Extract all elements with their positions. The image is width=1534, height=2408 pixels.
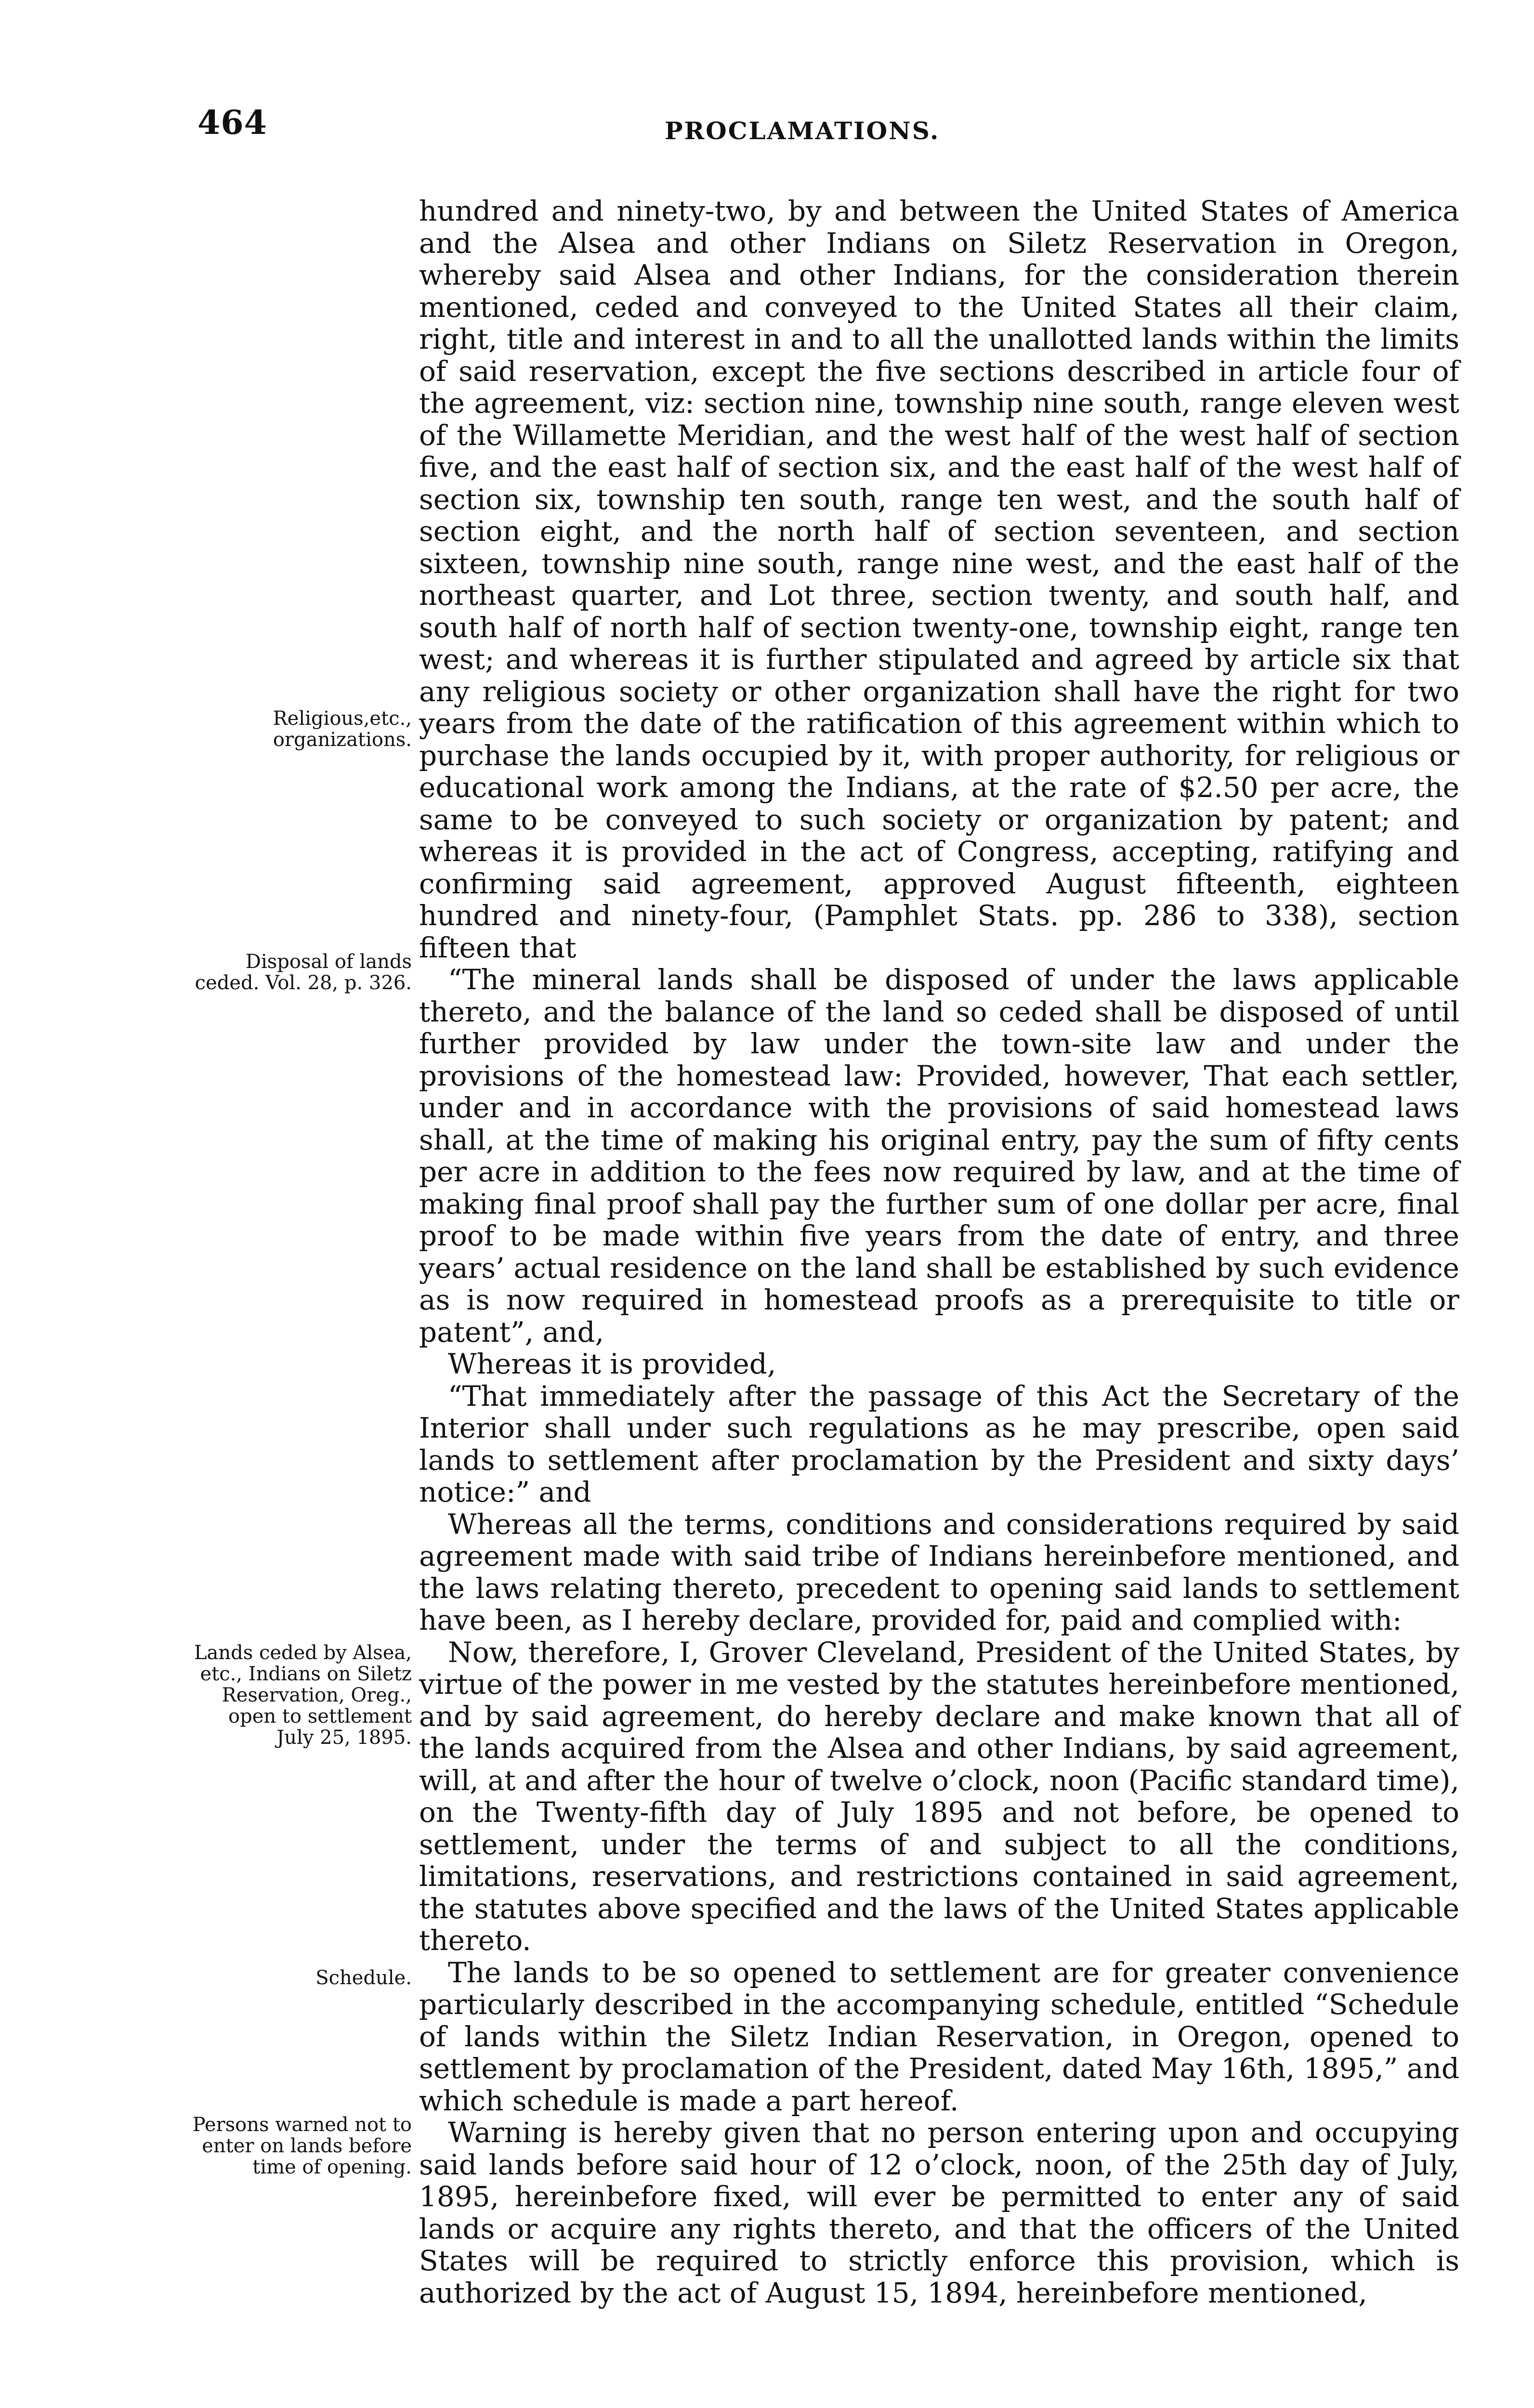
running-head: PROCLAMATIONS. xyxy=(665,117,940,145)
margin-note-disposal: Disposal of lands ceded. Vol. 28, p. 326. xyxy=(195,951,412,994)
margin-note-lands-ceded: Lands ceded by Alsea, etc., Indians on Siletz Reservation, Oreg., open to settlement July 25, 1895. xyxy=(194,1642,412,1749)
margin-note-persons-warned: Persons warned not to enter on lands before time of opening. xyxy=(192,2114,412,2178)
margin-note-religious: Religious,etc., organizations. xyxy=(273,707,412,751)
margin-note-schedule: Schedule. xyxy=(315,1967,412,1989)
paragraph: hundred and ninety-two, by and between the United States of America and the Alsea and other Indians on Siletz Reservation in Oregon, whereby said Alsea and other Indians, for the consideration therein mentioned, ceded and conveyed to the United States all their claim, right, title and interest in and to all the unallotted lands within the limits of said reservation, except the five sections described in article four of the agreement, viz: section nine, township nine south, range eleven west of the Willamette Meridian, and the west half of the west half of section five, and the east half of section six, and the east half of the west half of section six, township ten south, range ten west, and the south half of section eight, and the north half of section seventeen, and section sixteen, township nine south, range nine west, and the east half of the northeast quarter, and Lot three, section twenty, and south half, and south half of north half of section twenty-one, township eight, range ten west; and whereas it is further stipulated and agreed by article six that any religious society or other organization shall have the right for two years from the date of the ratification of this agreement within which to purchase the lands occupied by it, with proper authority, for religious or educational work among the Indians, at the rate of $2.50 per acre, the same to be conveyed to such society or organization by patent; and whereas it is provided in the act of Congress, accepting, ratifying and confirming said agreement, approved August fifteenth, eighteen hundred and ninety-four, (Pamphlet Stats. pp. 286 to 338), section fifteen that xyxy=(419,195,1459,964)
paragraph: Whereas all the terms, conditions and considerations required by said agreement made with said tribe of Indians hereinbefore mentioned, and the laws relating thereto, precedent to opening said lands to settlement have been, as I hereby declare, provided for, paid and complied with: xyxy=(419,1507,1459,1636)
paragraph: “The mineral lands shall be disposed of under the laws applicable thereto, and the balance of the land so ceded shall be disposed of until further provided by law under the town-site law and under the provisions of the homestead law: Provided, however, That each settler, under and in accordance with the provisions of said homestead laws shall, at the time of making his original entry, pay the sum of fifty cents per acre in addition to the fees now required by law, and at the time of making final proof shall pay the further sum of one dollar per acre, final proof to be made within five years from the date of entry, and three years’ actual residence on the land shall be established by such evidence as is now required in homestead proofs as a prerequisite to title or patent”, and, xyxy=(419,963,1459,1348)
paragraph: “That immediately after the passage of this Act the Secretary of the Interior shall under such regulations as he may prescribe, open said lands to settlement after proclamation by the President and sixty days’ notice:” and xyxy=(419,1379,1459,1508)
paragraph: Now, therefore, I, Grover Cleveland, President of the United States, by virtue of the power in me vested by the statutes hereinbefore mentioned, and by said agreement, do hereby declare and make known that all of the lands acquired from the Alsea and other Indians, by said agreement, will, at and after the hour of twelve o’clock, noon (Pacific standard time), on the Twenty-fifth day of July 1895 and not before, be opened to settlement, under the terms of and subject to all the conditions, limitations, reservations, and restrictions contained in said agreement, the statutes above specified and the laws of the United States applicable thereto. xyxy=(419,1636,1459,1957)
paragraph: Warning is hereby given that no person entering upon and occupying said lands before said hour of 12 o’clock, noon, of the 25th day of July, 1895, hereinbefore fixed, will ever be permitted to enter any of said lands or acquire any rights thereto, and that the officers of the United States will be required to strictly enforce this provision, which is authorized by the act of August 15, 1894, hereinbefore mentioned, xyxy=(419,2116,1459,2309)
paragraph: The lands to be so opened to settlement are for greater convenience particularly described in the accompanying schedule, entitled “Schedule of lands within the Siletz Indian Reservation, in Oregon, opened to settlement by proclamation of the President, dated May 16th, 1895,” and which schedule is made a part hereof. xyxy=(419,1956,1459,2117)
paragraph: Whereas it is provided, xyxy=(448,1348,776,1380)
body-text xyxy=(419,195,1459,2309)
page-number: 464 xyxy=(197,104,267,142)
